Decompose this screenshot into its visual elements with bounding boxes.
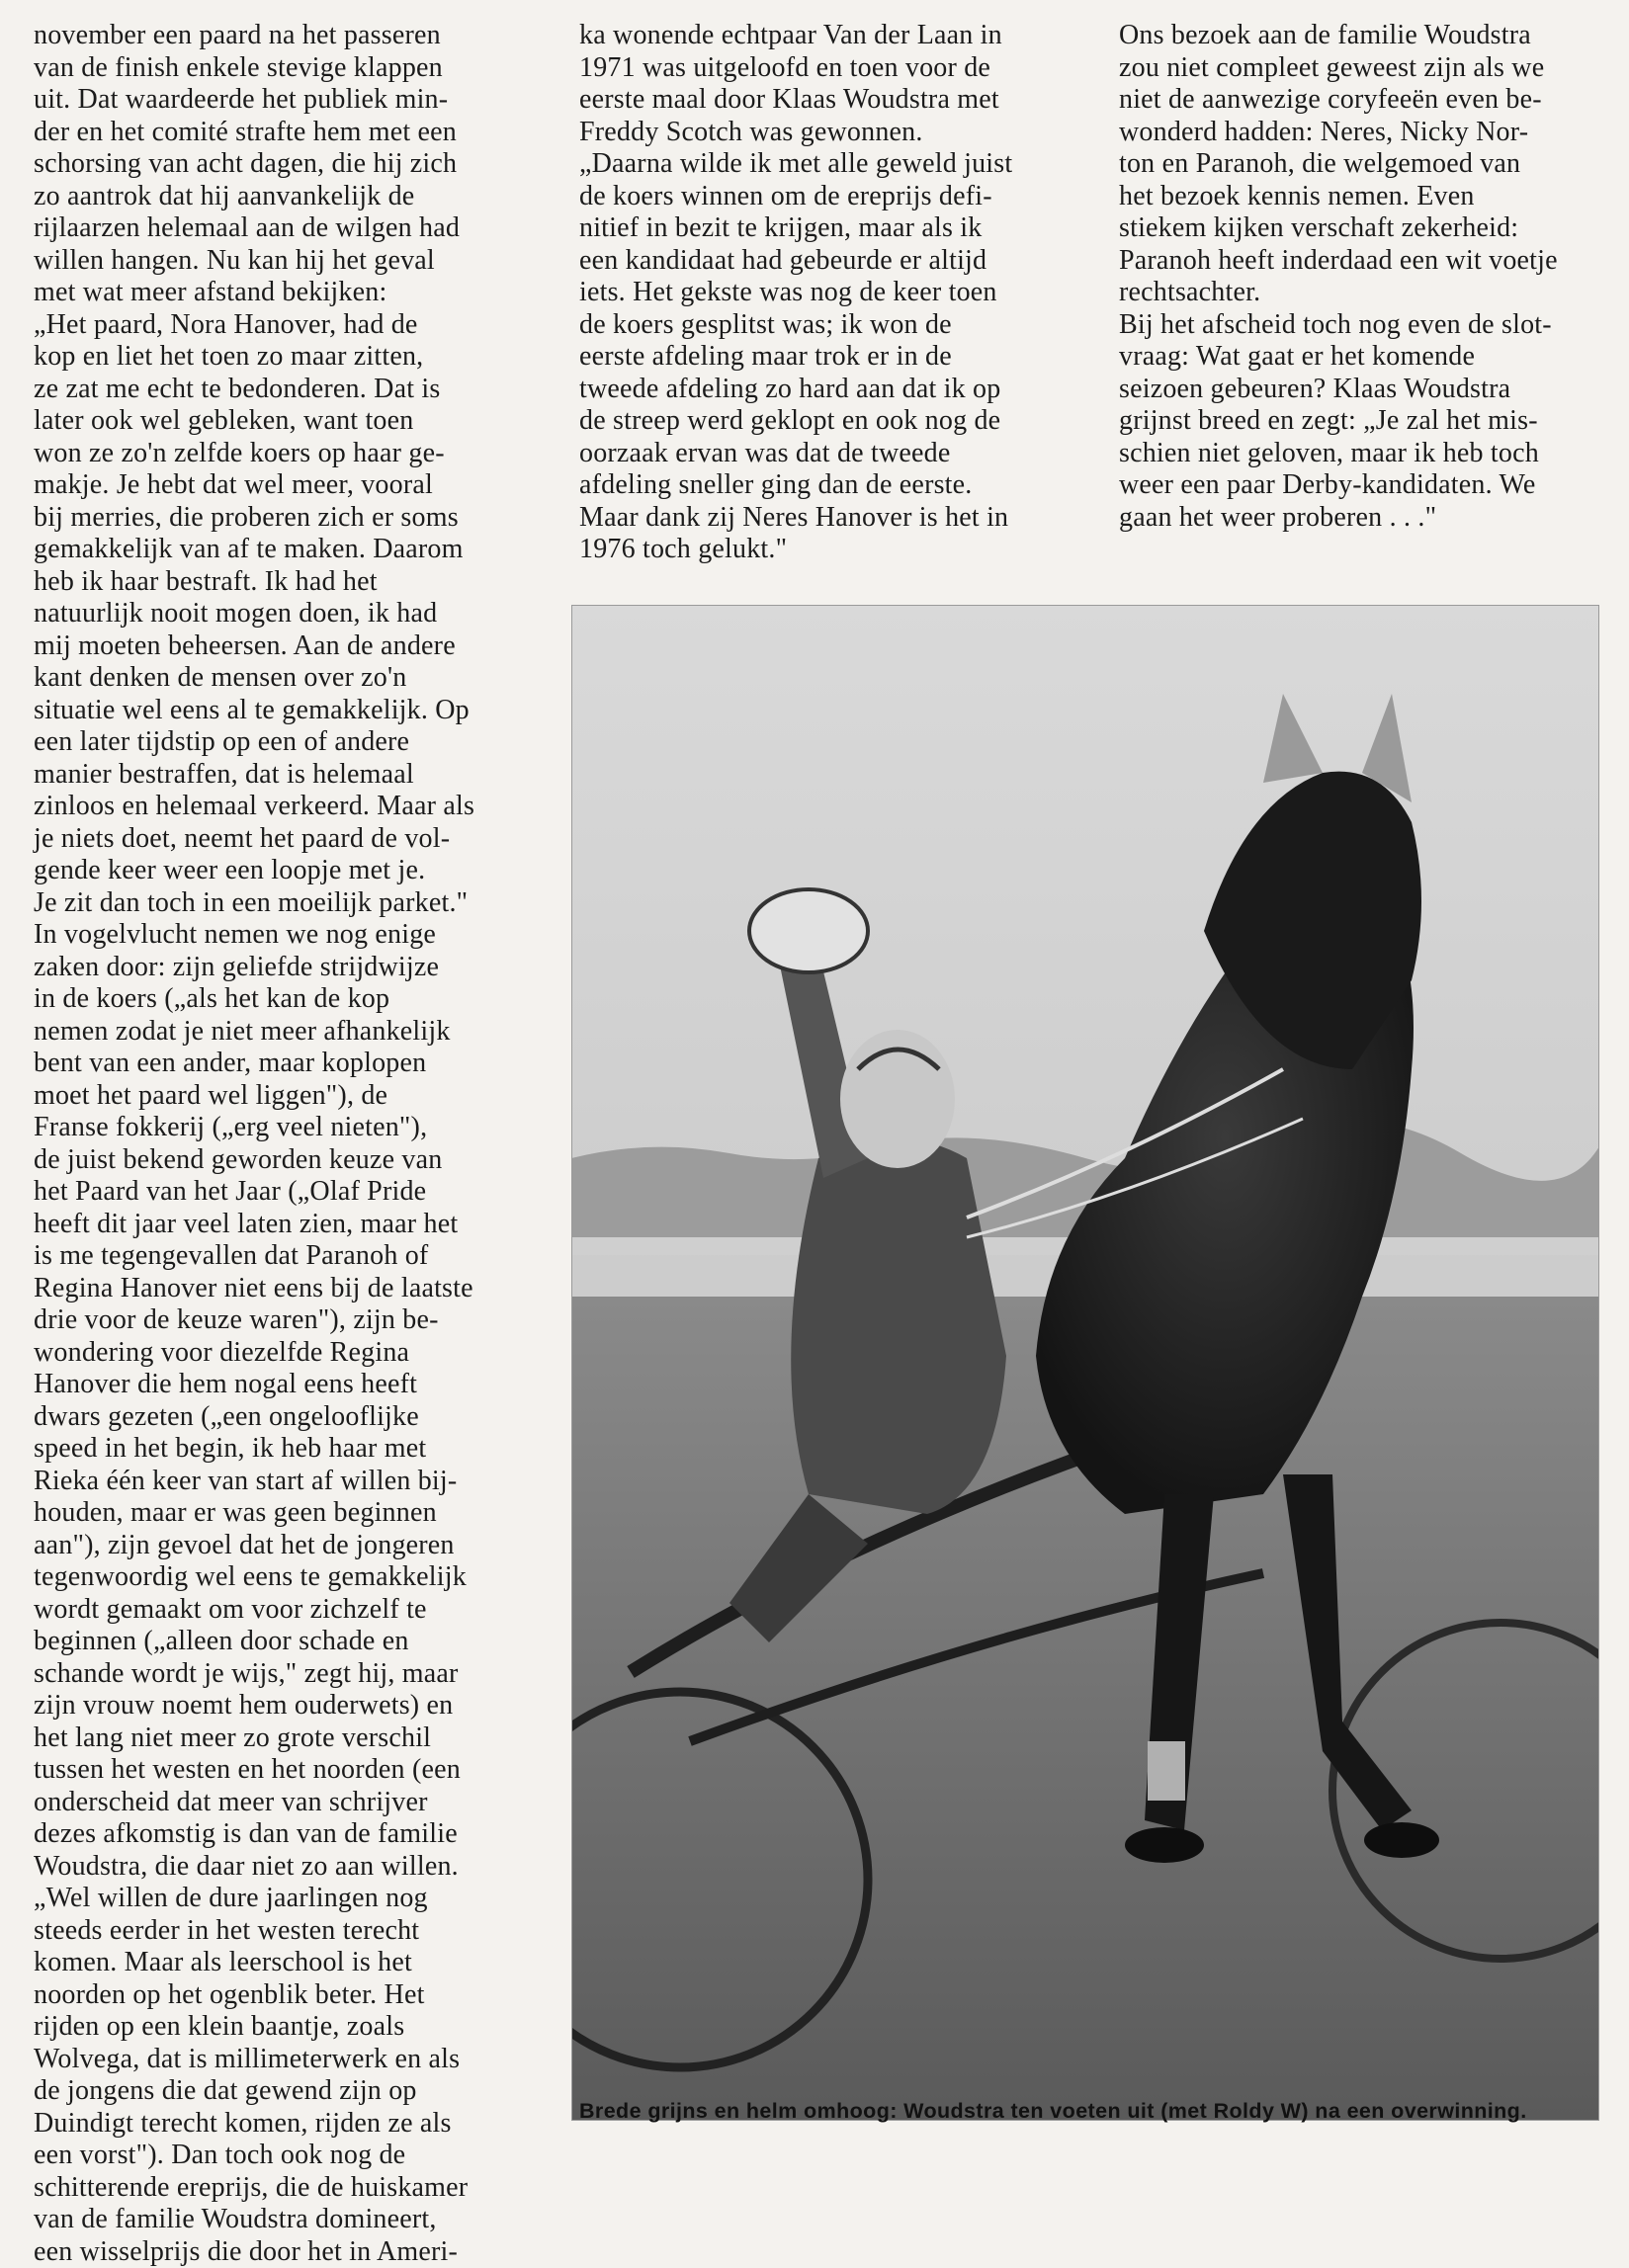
text-line: der en het comité strafte hem met een xyxy=(34,117,548,149)
text-line: „Wel willen de dure jaarlingen nog xyxy=(34,1883,548,1915)
text-line: van de finish enkele stevige klappen xyxy=(34,52,548,85)
text-line: je niets doet, neemt het paard de vol- xyxy=(34,823,548,856)
text-line: ka wonende echtpaar Van der Laan in xyxy=(579,20,1073,52)
text-line: speed in het begin, ik heb haar met xyxy=(34,1433,548,1466)
text-line: noorden op het ogenblik beter. Het xyxy=(34,1979,548,2012)
text-line: kop en liet het toen zo maar zitten, xyxy=(34,341,548,374)
article-column-3 xyxy=(1119,20,1613,534)
text-line: Regina Hanover niet eens bij de laatste xyxy=(34,1273,548,1305)
text-line: Maar dank zij Neres Hanover is het in xyxy=(579,502,1073,535)
text-line: Ons bezoek aan de familie Woudstra xyxy=(1119,20,1613,52)
text-line: heb ik haar bestraft. Ik had het xyxy=(34,566,548,599)
text-line: dwars gezeten („een ongelooflijke xyxy=(34,1401,548,1434)
text-line: niet de aanwezige coryfeeën even be- xyxy=(1119,84,1613,117)
text-line: een vorst"). Dan toch ook nog de xyxy=(34,2140,548,2172)
text-line: heeft dit jaar veel laten zien, maar het xyxy=(34,1209,548,1241)
text-line: willen hangen. Nu kan hij het geval xyxy=(34,245,548,278)
text-line: Duindigt terecht komen, rijden ze als xyxy=(34,2108,548,2141)
text-line: zijn vrouw noemt hem ouderwets) en xyxy=(34,1690,548,1722)
text-line: uit. Dat waardeerde het publiek min- xyxy=(34,84,548,117)
text-line: natuurlijk nooit mogen doen, ik had xyxy=(34,598,548,630)
text-line: een wisselprijs die door het in Ameri- xyxy=(34,2236,548,2268)
text-line: vraag: Wat gaat er het komende xyxy=(1119,341,1613,374)
text-line: In vogelvlucht nemen we nog enige xyxy=(34,919,548,952)
text-line: mij moeten beheersen. Aan de andere xyxy=(34,630,548,663)
text-line: 1971 was uitgeloofd en toen voor de xyxy=(579,52,1073,85)
text-line: grijnst breed en zegt: „Je zal het mis- xyxy=(1119,405,1613,438)
text-line: eerste maal door Klaas Woudstra met xyxy=(579,84,1073,117)
text-line: weer een paar Derby-kandidaten. We xyxy=(1119,469,1613,502)
text-line: Franse fokkerij („erg veel nieten"), xyxy=(34,1112,548,1144)
text-line: situatie wel eens al te gemakkelijk. Op xyxy=(34,695,548,727)
text-line: drie voor de keuze waren"), zijn be- xyxy=(34,1304,548,1337)
text-line: kant denken de mensen over zo'n xyxy=(34,662,548,695)
text-line: de juist bekend geworden keuze van xyxy=(34,1144,548,1177)
text-line: manier bestraffen, dat is helemaal xyxy=(34,759,548,792)
text-line: komen. Maar als leerschool is het xyxy=(34,1947,548,1979)
text-line: schitterende ereprijs, die de huiskamer xyxy=(34,2172,548,2205)
text-line: beginnen („alleen door schade en xyxy=(34,1626,548,1658)
text-line: oorzaak ervan was dat de tweede xyxy=(579,438,1073,470)
text-line: dezes afkomstig is dan van de familie xyxy=(34,1818,548,1851)
harness-racing-photo xyxy=(571,605,1599,2121)
text-line: het Paard van het Jaar („Olaf Pride xyxy=(34,1176,548,1209)
text-line: Rieka één keer van start af willen bij- xyxy=(34,1466,548,1498)
text-line: gende keer weer een loopje met je. xyxy=(34,855,548,887)
text-line: rechtsachter. xyxy=(1119,277,1613,309)
text-line: steeds eerder in het westen terecht xyxy=(34,1915,548,1948)
text-line: Hanover die hem nogal eens heeft xyxy=(34,1369,548,1401)
text-line: houden, maar er was geen beginnen xyxy=(34,1497,548,1530)
text-line: stiekem kijken verschaft zekerheid: xyxy=(1119,212,1613,245)
article-column-2 xyxy=(579,20,1073,566)
text-line: schande wordt je wijs," zegt hij, maar xyxy=(34,1658,548,1691)
text-line: rijlaarzen helemaal aan de wilgen had xyxy=(34,212,548,245)
text-line: bent van een ander, maar koplopen xyxy=(34,1048,548,1080)
text-line: zinloos en helemaal verkeerd. Maar als xyxy=(34,791,548,823)
text-line: Je zit dan toch in een moeilijk parket." xyxy=(34,887,548,920)
text-line: zou niet compleet geweest zijn als we xyxy=(1119,52,1613,85)
text-line: onderscheid dat meer van schrijver xyxy=(34,1787,548,1819)
text-line: rijden op een klein baantje, zoals xyxy=(34,2011,548,2044)
text-line: in de koers („als het kan de kop xyxy=(34,983,548,1016)
text-line: de streep werd geklopt en ook nog de xyxy=(579,405,1073,438)
text-line: moet het paard wel liggen"), de xyxy=(34,1080,548,1113)
article-column-1 xyxy=(34,20,548,2268)
text-line: nitief in bezit te krijgen, maar als ik xyxy=(579,212,1073,245)
text-line: Woudstra, die daar niet zo aan willen. xyxy=(34,1851,548,1884)
text-line: november een paard na het passeren xyxy=(34,20,548,52)
text-line: schien niet geloven, maar ik heb toch xyxy=(1119,438,1613,470)
text-line: „Het paard, Nora Hanover, had de xyxy=(34,309,548,342)
text-line: gaan het weer proberen . . ." xyxy=(1119,502,1613,535)
text-line: met wat meer afstand bekijken: xyxy=(34,277,548,309)
text-line: nemen zodat je niet meer afhankelijk xyxy=(34,1016,548,1049)
text-line: eerste afdeling maar trok er in de xyxy=(579,341,1073,374)
text-line: Wolvega, dat is millimeterwerk en als xyxy=(34,2044,548,2076)
text-line: schorsing van acht dagen, die hij zich xyxy=(34,148,548,181)
text-line: tussen het westen en het noorden (een xyxy=(34,1754,548,1787)
text-line: de jongens die dat gewend zijn op xyxy=(34,2075,548,2108)
text-line: wonderd hadden: Neres, Nicky Nor- xyxy=(1119,117,1613,149)
text-line: zaken door: zijn geliefde strijdwijze xyxy=(34,952,548,984)
text-line: ze zat me echt te bedonderen. Dat is xyxy=(34,374,548,406)
text-line: Paranoh heeft inderdaad een wit voetje xyxy=(1119,245,1613,278)
text-line: afdeling sneller ging dan de eerste. xyxy=(579,469,1073,502)
text-line: later ook wel gebleken, want toen xyxy=(34,405,548,438)
text-line: gemakkelijk van af te maken. Daarom xyxy=(34,534,548,566)
text-line: is me tegengevallen dat Paranoh of xyxy=(34,1240,548,1273)
text-line: seizoen gebeuren? Klaas Woudstra xyxy=(1119,374,1613,406)
text-line: won ze zo'n zelfde koers op haar ge- xyxy=(34,438,548,470)
photo-caption: Brede grijns en helm omhoog: Woudstra ten voeten uit (met Roldy W) na een overwinning. xyxy=(579,2099,1527,2124)
text-line: Freddy Scotch was gewonnen. xyxy=(579,117,1073,149)
text-line: het bezoek kennis nemen. Even xyxy=(1119,181,1613,213)
text-line: ton en Paranoh, die welgemoed van xyxy=(1119,148,1613,181)
text-line: de koers gesplitst was; ik won de xyxy=(579,309,1073,342)
text-line: „Daarna wilde ik met alle geweld juist xyxy=(579,148,1073,181)
text-line: een kandidaat had gebeurde er altijd xyxy=(579,245,1073,278)
text-line: tegenwoordig wel eens te gemakkelijk xyxy=(34,1561,548,1594)
text-line: bij merries, die proberen zich er soms xyxy=(34,502,548,535)
text-line: zo aantrok dat hij aanvankelijk de xyxy=(34,181,548,213)
text-line: Bij het afscheid toch nog even de slot- xyxy=(1119,309,1613,342)
text-line: het lang niet meer zo grote verschil xyxy=(34,1722,548,1755)
text-line: de koers winnen om de ereprijs defi- xyxy=(579,181,1073,213)
text-line: van de familie Woudstra domineert, xyxy=(34,2204,548,2236)
text-line: wondering voor diezelfde Regina xyxy=(34,1337,548,1370)
text-line: iets. Het gekste was nog de keer toen xyxy=(579,277,1073,309)
text-line: tweede afdeling zo hard aan dat ik op xyxy=(579,374,1073,406)
text-line: makje. Je hebt dat wel meer, vooral xyxy=(34,469,548,502)
text-line: 1976 toch gelukt." xyxy=(579,534,1073,566)
text-line: aan"), zijn gevoel dat het de jongeren xyxy=(34,1530,548,1562)
text-line: een later tijdstip op een of andere xyxy=(34,726,548,759)
text-line: wordt gemaakt om voor zichzelf te xyxy=(34,1594,548,1627)
